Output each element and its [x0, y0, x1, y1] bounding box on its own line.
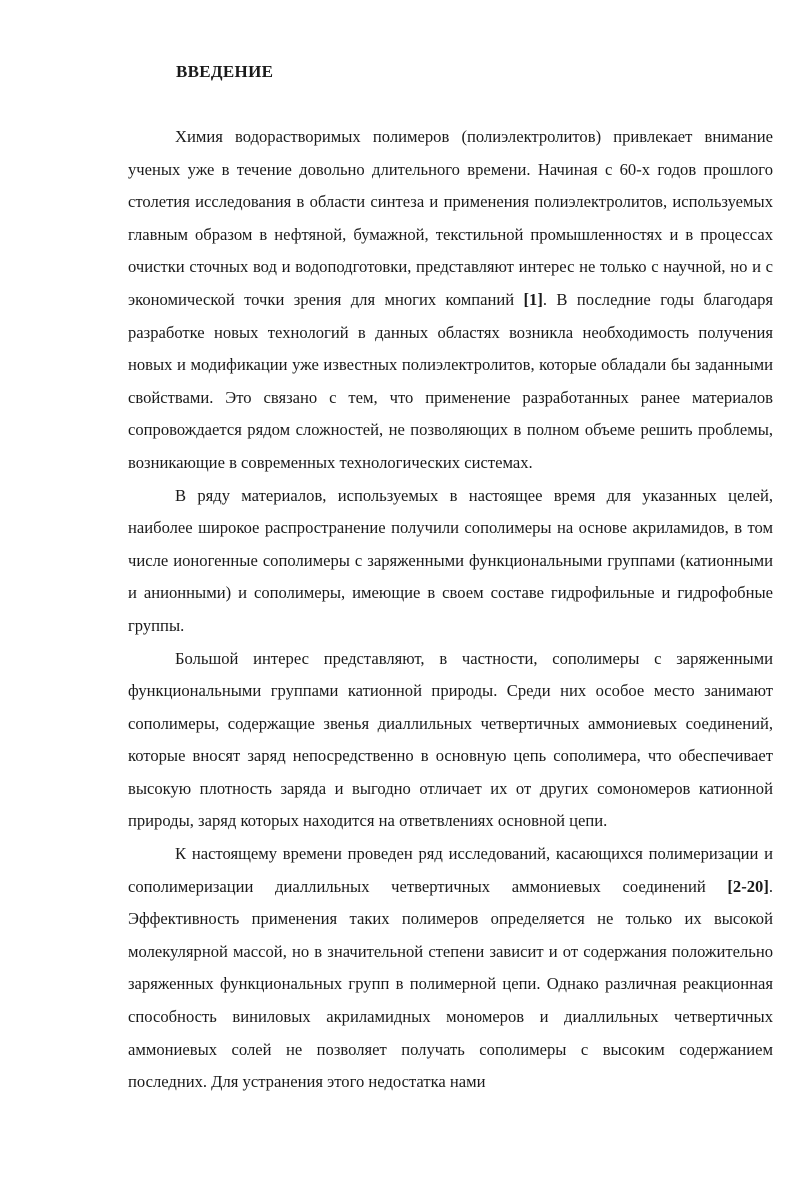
page-title: ВВЕДЕНИЕ — [176, 62, 274, 81]
paragraph-1 — [128, 121, 773, 480]
paragraph-4-text-end: . Эффективность применения таких полимеров определяется не только их высокой молекулярной массой, но в значительной степени зависит и от содержания положительно заряженных функциональных групп в полимерной цепи. Однако различная реакционная способность виниловых акриламидных мономеров и диаллильных четвертичных аммониевых солей не позволяет получать сополимеры с высоким содержанием последних. Для устранения этого недостатка нами — [128, 876, 773, 1092]
document-body — [128, 121, 773, 1099]
paragraph-4 — [128, 838, 773, 1099]
paragraph-3: Большой интерес представляют, в частности, сополимеры с заряженными функциональными группами катионной природы. Среди них особое место занимают сополимеры, содержащие звенья диаллильных четвертичных аммониевых соединений, которые вносят заряд непосредственно в основную цепь сополимера, что обеспечивает высокую плотность заряда и выгодно отличает их от других сомономеров катионной природы, заряд которых находится на ответвлениях основной цепи. — [128, 648, 773, 831]
citation-reference: [2-20] — [727, 876, 769, 896]
citation-reference: [1] — [523, 289, 543, 309]
paragraph-1-text-end: . В последние годы благодаря разработке новых технологий в данных областях возникла необходимость получения новых и модификации уже известных полиэлектролитов, которые обладали бы заданными свойствами. Это связано с тем, что применение разработанных ранее материалов сопровождается рядом сложностей, не позволяющих в полном объеме решить проблемы, возникающие в современных технологических системах. — [128, 289, 774, 472]
paragraph-4-text-start: К настоящему времени проведен ряд исследований, касающихся полимеризации и сополимеризации диаллильных четвертичных аммониевых соединений — [128, 844, 773, 896]
paragraph-1-text-start: Химия водорастворимых полимеров (полиэлектролитов) привлекает внимание ученых уже в течение довольно длительного времени. Начиная с 60-х годов прошлого столетия исследования в области синтеза и применения полиэлектролитов, используемых главным образом в нефтяной, бумажной, текстильной промышленностях и в процессах очистки сточных вод и водоподготовки, представляют интерес не только с научной, но и с экономической точки зрения для многих компаний — [128, 127, 773, 309]
paragraph-2: В ряду материалов, используемых в настоящее время для указанных целей, наиболее широкое распространение получили сополимеры на основе акриламидов, в том числе ионогенные сополимеры с заряженными функциональными группами (катионными и анионными) и сополимеры, имеющие в своем составе гидрофильные и гидрофобные группы. — [128, 485, 773, 635]
